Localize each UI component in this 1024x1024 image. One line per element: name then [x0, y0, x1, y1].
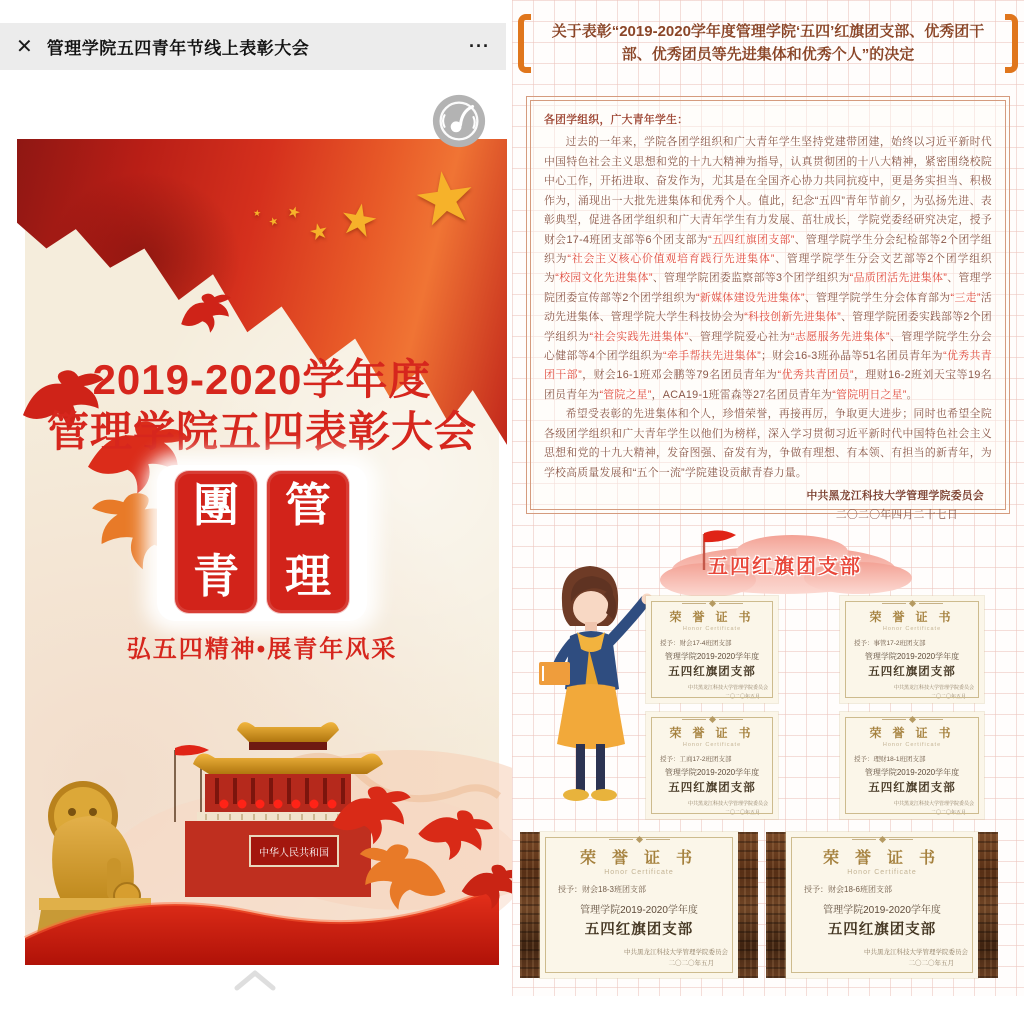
seal-char: 青	[193, 551, 239, 603]
event-poster-image	[25, 147, 499, 965]
certificate-award-name: 五四红旗团支部	[584, 922, 694, 938]
certificate-season: 管理学院2019-2020学年度	[864, 768, 960, 777]
certificate-subtitle: Honor Certificate	[682, 742, 742, 748]
more-menu-icon[interactable]: ···	[469, 36, 490, 56]
banner-label: 五四红旗团支部	[708, 556, 862, 578]
certificate-title: 荣 誉 证 书	[579, 850, 698, 867]
certificate-issuer: 中共黑龙江科技大学管理学院委员会	[864, 949, 968, 956]
certificate-awardee: 授予：财会17-4班团支部	[660, 640, 732, 647]
seal-char: 團	[193, 480, 239, 532]
ornament-divider	[646, 601, 778, 606]
star-icon: ★	[407, 154, 483, 244]
certificate-issuer: 中共黑龙江科技大学管理学院委员会	[893, 801, 974, 807]
wood-frame-right	[978, 832, 998, 978]
ornament-divider	[786, 837, 978, 842]
ornament-divider	[540, 837, 738, 842]
certificate-issuer: 中共黑龙江科技大学管理学院委员会	[624, 949, 728, 956]
red-seal-group	[157, 465, 367, 621]
certificate-date: 二〇二〇年五月	[668, 960, 714, 967]
certificate-subtitle: Honor Certificate	[847, 869, 917, 876]
certificate-award-name: 五四红旗团支部	[668, 666, 756, 678]
certificate-subtitle: Honor Certificate	[882, 626, 942, 632]
certificate-title: 荣 誉 证 书	[669, 610, 755, 624]
certificate-awardee: 授予：财会18-6班团支部	[804, 885, 893, 894]
seal-guanli	[267, 471, 349, 613]
wechat-titlebar	[0, 23, 506, 70]
certificate-card	[540, 832, 738, 978]
certificate-title: 荣 誉 证 书	[822, 850, 941, 867]
certificate-title: 荣 誉 证 书	[669, 726, 755, 740]
music-player-icon[interactable]	[430, 92, 488, 150]
star-icon: ★	[284, 202, 303, 223]
star-icon: ★	[267, 214, 281, 230]
certificate-title: 荣 誉 证 书	[869, 610, 955, 624]
poster-title-line2: 管理学院五四表彰大会	[46, 408, 477, 455]
poster-title-line1: 2019-2020学年度	[92, 356, 432, 403]
certificate-title: 荣 誉 证 书	[869, 726, 955, 740]
bracket-left-icon	[518, 14, 531, 73]
seal-char: 理	[285, 551, 331, 603]
certificate-card	[786, 832, 978, 978]
certificate-issuer: 中共黑龙江科技大学管理学院委员会	[893, 685, 974, 691]
certificate-date: 二〇二〇年五月	[724, 694, 760, 700]
certificate-subtitle: Honor Certificate	[882, 742, 942, 748]
star-icon: ★	[306, 217, 332, 246]
certificate-award-name: 五四红旗团支部	[868, 666, 956, 678]
certificate-award-name: 五四红旗团支部	[827, 922, 937, 938]
woman-illustration	[512, 556, 664, 810]
bracket-right-icon	[1005, 14, 1018, 73]
decision-title: 关于表彰“2019-2020学年度管理学院‘五四’红旗团支部、优秀团干部、优秀团员等先进集体和优秀个人”的决定	[551, 23, 985, 64]
certificate-date: 二〇二〇年五月	[724, 810, 760, 816]
certificate-card	[646, 596, 778, 703]
chevron-up-icon[interactable]	[233, 968, 277, 992]
wood-frame-left	[520, 832, 540, 978]
article-right-pane	[512, 0, 1024, 1024]
certificate-issuer: 中共黑龙江科技大学管理学院委员会	[687, 685, 768, 691]
ornament-divider	[840, 601, 984, 606]
ornament-divider	[840, 717, 984, 722]
certificate-date: 二〇二〇年五月	[908, 960, 954, 967]
close-icon[interactable]: ✕	[16, 35, 33, 58]
star-icon: ★	[252, 207, 262, 219]
certificate-subtitle: Honor Certificate	[604, 869, 674, 876]
page-title: 管理学院五四青年节线上表彰大会	[46, 39, 310, 58]
decision-signature: 中共黑龙江科技大学管理学院委员会	[806, 490, 984, 503]
certificate-awardee: 授予：工商17-2班团支部	[660, 756, 732, 763]
wood-frame-left	[766, 832, 786, 978]
decision-date: 二〇二〇年四月二十七日	[835, 509, 958, 522]
decision-title-block	[518, 14, 1018, 73]
certificate-season: 管理学院2019-2020学年度	[664, 768, 760, 777]
certificate-season: 管理学院2019-2020学年度	[580, 905, 698, 916]
certificate-award-name: 五四红旗团支部	[868, 782, 956, 794]
certificate-award-name: 五四红旗团支部	[668, 782, 756, 794]
certificate-awardee: 授予：事管17-2班团支部	[854, 640, 926, 647]
certificate-awardee: 授予：理财18-1班团支部	[854, 756, 926, 763]
certificate-photo	[520, 832, 758, 978]
certificate-photo	[766, 832, 998, 978]
certificate-subtitle: Honor Certificate	[682, 626, 742, 632]
plaque-text: 中华人民共和国	[259, 848, 329, 859]
decision-document	[526, 96, 1010, 522]
decision-document-body	[530, 100, 1006, 522]
certificate-season: 管理学院2019-2020学年度	[664, 652, 760, 661]
certificate-date: 二〇二〇年五月	[930, 810, 966, 816]
decision-paragraph-2: 希望受表彰的先进集体和个人，珍惜荣誉，再接再厉，争取更大进步；同时也希望全院各级团学组织和广大青年学生以他们为榜样，深入学习贯彻习近平新时代中国特色社会主义思想和党的十九大精神，发奋图强、奋发有为，争做有理想、有本领、有担当的新青年，为学校高质量发展和“五个一流”学院建设贡献青春力量。	[544, 408, 992, 479]
star-icon: ★	[335, 192, 383, 249]
certificate-season: 管理学院2019-2020学年度	[864, 652, 960, 661]
decision-salutation: 各团学组织，广大青年学生：	[544, 114, 689, 126]
certificate-awardee: 授予：财会18-3班团支部	[558, 885, 647, 894]
certificate-card	[840, 596, 984, 703]
ornament-divider	[646, 717, 778, 722]
certificate-card	[646, 712, 778, 819]
certificate-card	[840, 712, 984, 819]
seal-tuanqing	[175, 471, 257, 613]
wood-frame-right	[738, 832, 758, 978]
decision-paragraph-1: 过去的一年来，学院各团学组织和广大青年学生坚持党建带团建，始终以习近平新时代中国特色社会主义思想和党的十九大精神为指导，认真贯彻团的十八大精神，紧密围绕校院中心工作，开拓进取、奋发作为，尤其是在全国齐心协力共同抗疫中，更是务实担当、积极作为，涌现出一大批先进集体和优秀个人。值此，纪念“五四”青年节前夕，为弘扬先进、表彰典型，促进各团学组织和广大青年学生有力发展、茁壮成长，学院党委经研究决定，授予财会17-4班团支部等6个团支部为“五四红旗团支部”、管理学院学生分会纪检部等2个团学组织为“社会主义核心价值观培育践行先进集体”、管理学院学生分会文艺部等2个团学组织为“校园文化先进集体”、管理学院团委监察部等3个团学组织为“品质团活先进集体”、管理学院团委宣传部等2个团学组织为“新媒体建设先进集体”、管理学院学生分会体育部为“三走”活动先进集体、管理学院大学生科技协会为“科技创新先进集体”、管理学院团委实践部等2个团学组织为“社会实践先进集体”、管理学院爱心社为“志愿服务先进集体”、管理学院学生分会心健部等4个团学组织为“牵手帮扶先进集体”；财会16-3班孙晶等51名团员青年为“优秀共青团干部”，财会16-1班邓会鹏等79名团员青年为“优秀共青团员”，理财16-2班刘天宝等19名团员青年为“管院之星”，ACA19-1班雷森等27名团员青年为“管院明日之星”。	[544, 136, 993, 401]
poster-tagline: 弘五四精神•展青年风采	[126, 636, 398, 663]
certificate-season: 管理学院2019-2020学年度	[823, 905, 941, 916]
section-banner	[652, 526, 922, 602]
certificate-date: 二〇二〇年五月	[930, 694, 966, 700]
certificate-issuer: 中共黑龙江科技大学管理学院委员会	[687, 801, 768, 807]
seal-char: 管	[285, 480, 331, 532]
